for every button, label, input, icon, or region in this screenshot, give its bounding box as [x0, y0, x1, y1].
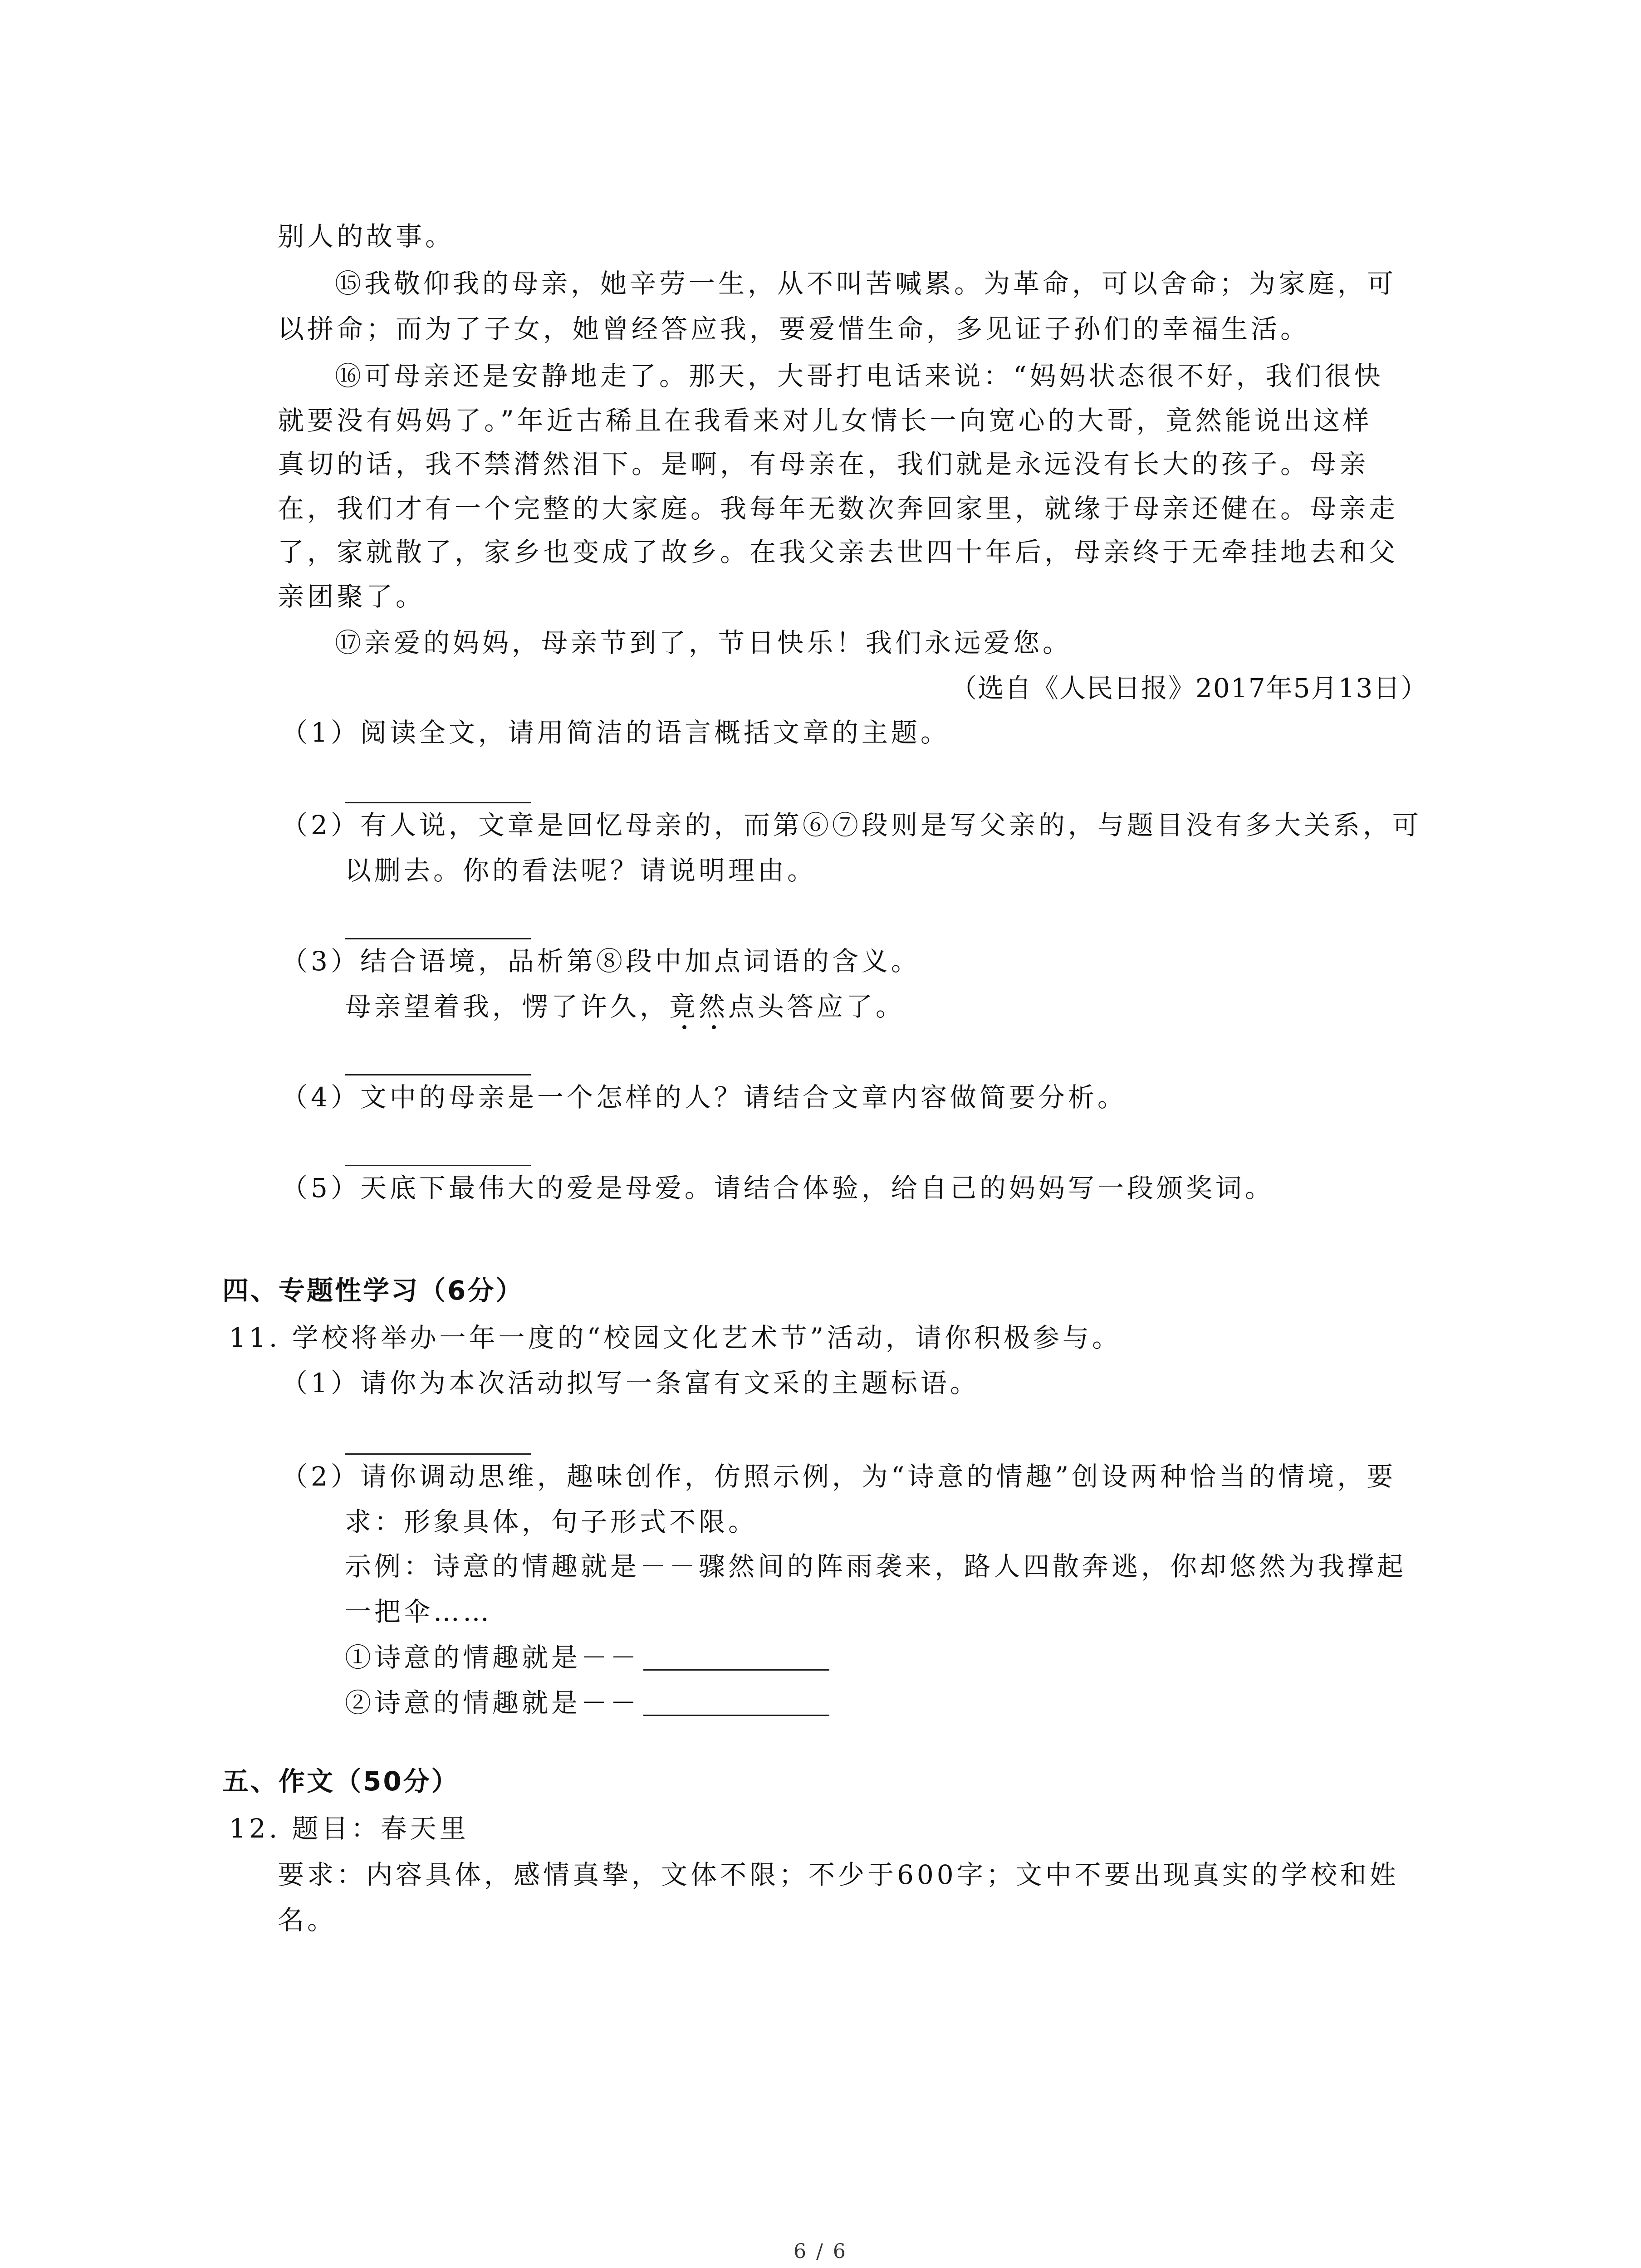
passage-p16-line1: ⑯可母亲还是安静地走了。那天，大哥打电话来说：“妈妈状态很不好，我们很快 — [335, 361, 1384, 391]
question-11-2-line2: 求：形象具体，句子形式不限。 — [345, 1506, 758, 1537]
fill-in-2 — [345, 1689, 829, 1716]
passage-p16-line2: 就要没有妈妈了。”年近古稀且在我看来对儿女情长一向宽心的大哥，竟然能说出这样 — [278, 405, 1372, 436]
fill-in-2-blank[interactable] — [643, 1689, 829, 1716]
essay-requirement-line1: 要求：内容具体，感情真挚，文体不限；不少于600字；文中不要出现真实的学校和姓 — [278, 1859, 1399, 1890]
section5-heading: 五、作文（50分） — [222, 1766, 460, 1797]
q3-dotted-char-2: 然 — [699, 991, 729, 1022]
passage-p15-line1: ⑮我敬仰我的母亲，她辛劳一生，从不叫苦喊累。为革命，可以舍命；为家庭，可 — [335, 268, 1397, 299]
question-12: 12. 题目：春天里 — [229, 1813, 469, 1844]
question-4: （4）文中的母亲是一个怎样的人？请结合文章内容做简要分析。 — [281, 1082, 1127, 1113]
passage-source: （选自《人民日报》2017年5月13日） — [950, 673, 1428, 704]
fill-in-1 — [345, 1644, 829, 1671]
section4-heading: 四、专题性学习（6分） — [222, 1275, 524, 1306]
fill-in-1-blank[interactable] — [643, 1644, 829, 1671]
q3-quote-post: 点头答应了。 — [728, 991, 906, 1022]
essay-requirement-line2: 名。 — [278, 1905, 337, 1936]
answer-blank-1[interactable] — [345, 802, 531, 803]
question-2-line1: （2）有人说，文章是回忆母亲的，而第⑥⑦段则是写父亲的，与题目没有多大关系，可 — [281, 810, 1422, 841]
passage-p16-line6: 亲团聚了。 — [278, 581, 426, 612]
passage-p17: ⑰亲爱的妈妈，母亲节到了，节日快乐！我们永远爱您。 — [335, 627, 1073, 658]
question-2-line2: 以删去。你的看法呢？请说明理由。 — [345, 855, 817, 886]
answer-blank-3[interactable] — [345, 1074, 531, 1075]
question-11-1: （1）请你为本次活动拟写一条富有文采的主题标语。 — [281, 1368, 980, 1398]
passage-p16-line4: 在，我们才有一个完整的大家庭。我每年无数次奔回家里，就缘于母亲还健在。母亲走 — [278, 493, 1399, 524]
passage-p15-line2: 以拼命；而为了子女，她曾经答应我，要爱惜生命，多见证子孙们的幸福生活。 — [278, 313, 1310, 344]
answer-blank-2[interactable] — [345, 938, 531, 939]
q3-quote-pre: 母亲望着我，愣了许久， — [345, 991, 670, 1022]
answer-blank-4[interactable] — [345, 1165, 531, 1166]
example-line2: 一把伞…… — [345, 1596, 493, 1627]
question-1: （1）阅读全文，请用简洁的语言概括文章的主题。 — [281, 717, 950, 748]
q3-dotted-char-1: 竟 — [669, 991, 699, 1022]
answer-blank-11-1[interactable] — [345, 1453, 531, 1455]
question-11: 11. 学校将举办一年一度的“校园文化艺术节”活动，请你积极参与。 — [229, 1322, 1122, 1353]
passage-p16-line5: 了，家就散了，家乡也变成了故乡。在我父亲去世四十年后，母亲终于无牵挂地去和父 — [278, 537, 1399, 567]
fill-in-1-label: ①诗意的情趣就是－－ — [345, 1642, 640, 1673]
example-line1: 示例：诗意的情趣就是－－骤然间的阵雨袭来，路人四散奔逃，你却悠然为我撑起 — [345, 1551, 1407, 1582]
question-11-2-line1: （2）请你调动思维，趣味创作，仿照示例，为“诗意的情趣”创设两种恰当的情境，要 — [281, 1461, 1396, 1492]
page-number: 6 / 6 — [794, 2240, 847, 2263]
question-3-line1: （3）结合语境，品析第⑧段中加点词语的含义。 — [281, 946, 921, 977]
passage-p14-tail: 别人的故事。 — [278, 221, 455, 252]
fill-in-2-label: ②诗意的情趣就是－－ — [345, 1687, 640, 1718]
passage-p16-line3: 真切的话，我不禁潸然泪下。是啊，有母亲在，我们就是永远没有长大的孩子。母亲 — [278, 449, 1369, 479]
question-3-line2 — [345, 993, 905, 1020]
question-5: （5）天底下最伟大的爱是母爱。请结合体验，给自己的妈妈写一段颁奖词。 — [281, 1173, 1274, 1203]
